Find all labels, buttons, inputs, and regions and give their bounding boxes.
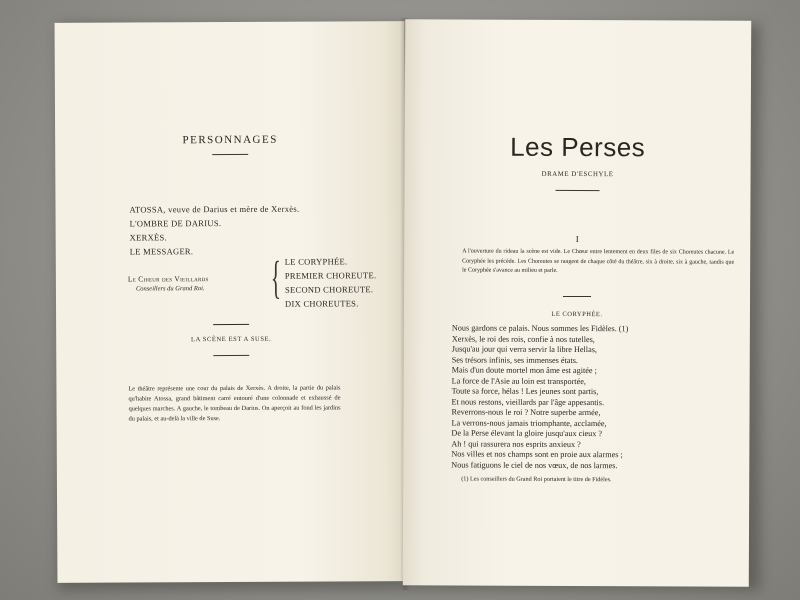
speaker-name: LE CORYPHÉE. bbox=[551, 310, 603, 319]
verse-line: Mais d'un doute mortel mon âme est agitée ; bbox=[451, 365, 597, 376]
subtitle-rule bbox=[555, 190, 599, 191]
stage-intro: A l'ouverture du rideau la scène est vide. Le Chœur entre lentement en deux files de six Choreutes chacune. Le Coryphée les précède. Les Choreutes se rangent de chaque côté du théâtre, six à droite, six à gauche, tandis que le Coryphée s'avance au milieu et parle. bbox=[462, 248, 735, 274]
verse-line: Nos villes et nos champs sont en proie aux alarmes ; bbox=[451, 449, 623, 460]
scene-rule-bottom bbox=[213, 355, 249, 356]
brace-icon: { bbox=[270, 251, 281, 303]
verse-line: Nous gardons ce palais. Nous sommes les Fidèles. (1) bbox=[451, 323, 629, 334]
verse-line: La verrons-nous jamais triomphante, acclamée, bbox=[451, 417, 607, 428]
scene-rule-top bbox=[213, 324, 249, 325]
right-page bbox=[403, 19, 751, 587]
section-number: I bbox=[575, 233, 579, 245]
verse-line: Xerxès, le roi des rois, confie à nos tutelles, bbox=[451, 333, 595, 344]
role-dix-choreutes: DIX CHOREUTES. bbox=[284, 298, 359, 309]
verse-line: Et nous restons, vieillards par l'âge appesantis. bbox=[451, 396, 605, 407]
character-darius: L'OMBRE DE DARIUS. bbox=[129, 218, 222, 229]
intro-rule bbox=[563, 296, 591, 297]
verse-line: Ah ! qui rassurera nos esprits anxieux ? bbox=[451, 438, 581, 449]
chorus-label: Le Chœur des Vieillards bbox=[127, 274, 209, 284]
left-page bbox=[55, 21, 408, 583]
personnages-heading: PERSONNAGES bbox=[182, 133, 278, 147]
role-premier-choreute: PREMIER CHOREUTE. bbox=[284, 270, 377, 281]
play-subtitle: DRAME D'ESCHYLE bbox=[541, 170, 614, 179]
verse-line: Ses trésors infinis, ses immenses états. bbox=[451, 354, 578, 365]
verse-line: De la Perse élevant la gloire jusqu'aux cieux ? bbox=[451, 428, 603, 439]
scene-location: LA SCÈNE EST A SUSE. bbox=[191, 335, 272, 344]
verse-line: Jusqu'au jour qui verra servir la libre Hellas, bbox=[451, 344, 597, 355]
verse-line: Toute sa force, hélas ! Les jeunes sont partis, bbox=[451, 386, 599, 397]
role-second-choreute: SECOND CHOREUTE. bbox=[284, 284, 374, 295]
play-title: Les Perses bbox=[510, 131, 646, 163]
character-atossa: ATOSSA, veuve de Darius et mère de Xerxès. bbox=[129, 203, 300, 215]
character-xerxes: XERXÈS. bbox=[129, 232, 167, 243]
chorus-sublabel: Conseillers du Grand Roi. bbox=[135, 285, 205, 293]
character-messager: LE MESSAGER. bbox=[129, 246, 194, 257]
footnote: (1) Les conseillers du Grand Roi portaient le titre de Fidèles. bbox=[461, 475, 612, 484]
role-coryphee: LE CORYPHÉE. bbox=[284, 256, 348, 267]
verse-line: La force de l'Asie au loin est transportée, bbox=[451, 375, 586, 386]
stage-direction: Le théâtre représente une cour du palais de Xerxès. A droite, la partie du palais qu'habite Atossa, grand bâtiment carré entouré d'une colonnade et exhaussé de quelques marches. A gauche, le tombeau de Darius. On aperçoit au fond les jardins du palais, et au-delà la ville de Suse. bbox=[128, 384, 341, 423]
verse-line: Nous fatiguons le ciel de nos vœux, de nos larmes. bbox=[451, 459, 618, 470]
title-rule bbox=[212, 154, 248, 155]
verse-line: Reverrons-nous le roi ? Notre superbe armée, bbox=[451, 407, 601, 418]
